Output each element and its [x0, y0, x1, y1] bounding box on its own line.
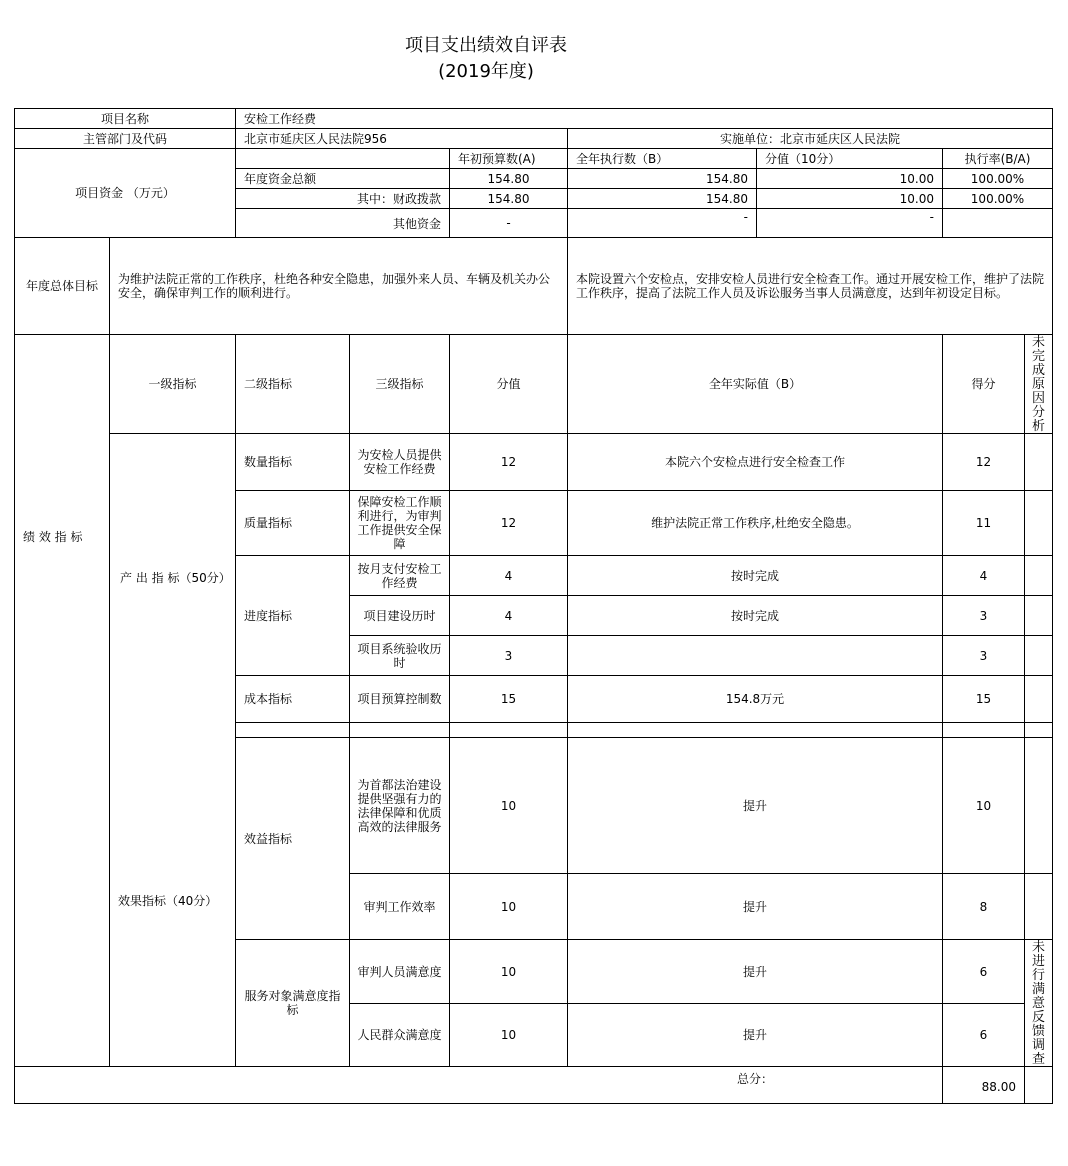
implementing-unit: 实施单位：北京市延庆区人民法院 [567, 128, 1053, 149]
level3-cell: 项目预算控制数 [349, 675, 450, 723]
score-cell: 12 [942, 433, 1025, 491]
funding-row-budget: 154.80 [449, 168, 568, 189]
weight-cell: 10 [449, 737, 568, 874]
reason-cell [1024, 433, 1053, 491]
level3-cell: 为安检人员提供安检工作经费 [349, 433, 450, 491]
project-name-value: 安检工作经费 [235, 108, 1053, 129]
actual-cell: 按时完成 [567, 555, 943, 596]
weight-cell: 10 [449, 939, 568, 1004]
funding-header-budget: 年初预算数(A) [449, 148, 568, 169]
reason-cell [1024, 635, 1053, 676]
level3-cell: 人民群众满意度 [349, 1003, 450, 1067]
score-cell [942, 722, 1025, 738]
total-reason-blank [1024, 1066, 1053, 1104]
level2-quantity: 数量指标 [235, 433, 350, 491]
total-value: 88.00 [942, 1066, 1025, 1104]
funding-row-score: 10.00 [756, 168, 943, 189]
actual-cell: 提升 [567, 873, 943, 940]
header-actual: 全年实际值（B） [567, 334, 943, 434]
score-cell: 15 [942, 675, 1025, 723]
level3-cell: 项目系统验收历时 [349, 635, 450, 676]
reason-cell [1024, 675, 1053, 723]
weight-cell: 12 [449, 490, 568, 556]
score-cell: 3 [942, 595, 1025, 636]
score-cell: 10 [942, 737, 1025, 874]
weight-cell: 15 [449, 675, 568, 723]
score-cell: 4 [942, 555, 1025, 596]
reason-cell [1024, 490, 1053, 556]
score-cell: 3 [942, 635, 1025, 676]
level2-satisfaction: 服务对象满意度指标 [235, 939, 350, 1067]
actual-cell: 按时完成 [567, 595, 943, 636]
funding-row-label: 其中：财政拨款 [235, 188, 450, 209]
funding-row-rate: 100.00% [942, 188, 1053, 209]
reason-cell [1024, 595, 1053, 636]
level3-cell: 按月支付安检工作经费 [349, 555, 450, 596]
weight-cell: 10 [449, 873, 568, 940]
reason-cell [1024, 873, 1053, 940]
funding-header-executed: 全年执行数（B） [567, 148, 757, 169]
funding-row-label: 年度资金总额 [235, 168, 450, 189]
funding-header-rate: 执行率(B/A) [942, 148, 1053, 169]
level3-cell: 为首都法治建设提供坚强有力的法律保障和优质高效的法律服务 [349, 737, 450, 874]
actual-cell: 提升 [567, 939, 943, 1004]
funding-row-score: - [756, 208, 943, 238]
header-score: 得分 [942, 334, 1025, 434]
goals-label: 年度总体目标 [14, 237, 110, 335]
funding-row-score: 10.00 [756, 188, 943, 209]
level3-cell: 审判工作效率 [349, 873, 450, 940]
performance-section-label: 绩 效 指 标 [14, 334, 110, 1067]
weight-cell: 12 [449, 433, 568, 491]
funding-header-score: 分值（10分） [756, 148, 943, 169]
level3-cell [349, 722, 450, 738]
funding-row-executed: 154.80 [567, 188, 757, 209]
score-cell: 6 [942, 939, 1025, 1004]
level2-blank [235, 722, 350, 738]
level2-quality: 质量指标 [235, 490, 350, 556]
header-reason: 未完成原因分析 [1024, 334, 1053, 434]
funding-row-executed: - [567, 208, 757, 238]
page-subtitle: (2019年度) [438, 61, 534, 82]
total-label: 总分： [14, 1066, 943, 1104]
level2-cost: 成本指标 [235, 675, 350, 723]
actual-cell: 维护法院正常工作秩序,杜绝安全隐患。 [567, 490, 943, 556]
actual-cell [567, 722, 943, 738]
dept-label: 主管部门及代码 [14, 128, 236, 149]
actual-cell: 提升 [567, 1003, 943, 1067]
goals-actual: 本院设置六个安检点，安排安检人员进行安全检查工作。通过开展安检工作，维护了法院工作秩序，提高了法院工作人员及诉讼服务当事人员满意度，达到年初设定目标。 [567, 237, 1053, 335]
level1-effect: 效果指标（40分） [118, 894, 218, 908]
dept-value: 北京市延庆区人民法院956 [235, 128, 568, 149]
funding-row-rate [942, 208, 1053, 238]
actual-cell: 154.8万元 [567, 675, 943, 723]
reason-cell [1024, 722, 1053, 738]
funding-row-rate: 100.00% [942, 168, 1053, 189]
page-title: 项目支出绩效自评表 [405, 35, 567, 56]
level1-output: 产 出 指 标（50分） [120, 571, 231, 585]
weight-cell [449, 722, 568, 738]
project-name-label: 项目名称 [14, 108, 236, 129]
weight-cell: 10 [449, 1003, 568, 1067]
funding-label: 项目资金 （万元） [14, 148, 236, 238]
reason-cell [1024, 737, 1053, 874]
header-level3: 三级指标 [349, 334, 450, 434]
level2-benefit: 效益指标 [235, 737, 350, 940]
level1-merged-cell [109, 433, 236, 1067]
satisfaction-reason: 未进行满意反馈调查 [1024, 939, 1053, 1067]
level3-cell: 项目建设历时 [349, 595, 450, 636]
score-cell: 11 [942, 490, 1025, 556]
level3-cell: 保障安检工作顺利进行，为审判工作提供安全保障 [349, 490, 450, 556]
level2-progress: 进度指标 [235, 555, 350, 676]
score-cell: 6 [942, 1003, 1025, 1067]
goals-planned: 为维护法院正常的工作秩序，杜绝各种安全隐患，加强外来人员、车辆及机关办公安全，确保审判工作的顺利进行。 [109, 237, 568, 335]
funding-row-budget: 154.80 [449, 188, 568, 209]
funding-header-blank [235, 148, 450, 169]
weight-cell: 3 [449, 635, 568, 676]
header-level2: 二级指标 [235, 334, 350, 434]
header-weight: 分值 [449, 334, 568, 434]
funding-row-label: 其他资金 [235, 208, 450, 238]
header-level1: 一级指标 [109, 334, 236, 434]
funding-row-executed: 154.80 [567, 168, 757, 189]
weight-cell: 4 [449, 595, 568, 636]
actual-cell: 提升 [567, 737, 943, 874]
score-cell: 8 [942, 873, 1025, 940]
actual-cell [567, 635, 943, 676]
reason-cell [1024, 555, 1053, 596]
actual-cell: 本院六个安检点进行安全检查工作 [567, 433, 943, 491]
weight-cell: 4 [449, 555, 568, 596]
funding-row-budget: - [449, 208, 568, 238]
level3-cell: 审判人员满意度 [349, 939, 450, 1004]
